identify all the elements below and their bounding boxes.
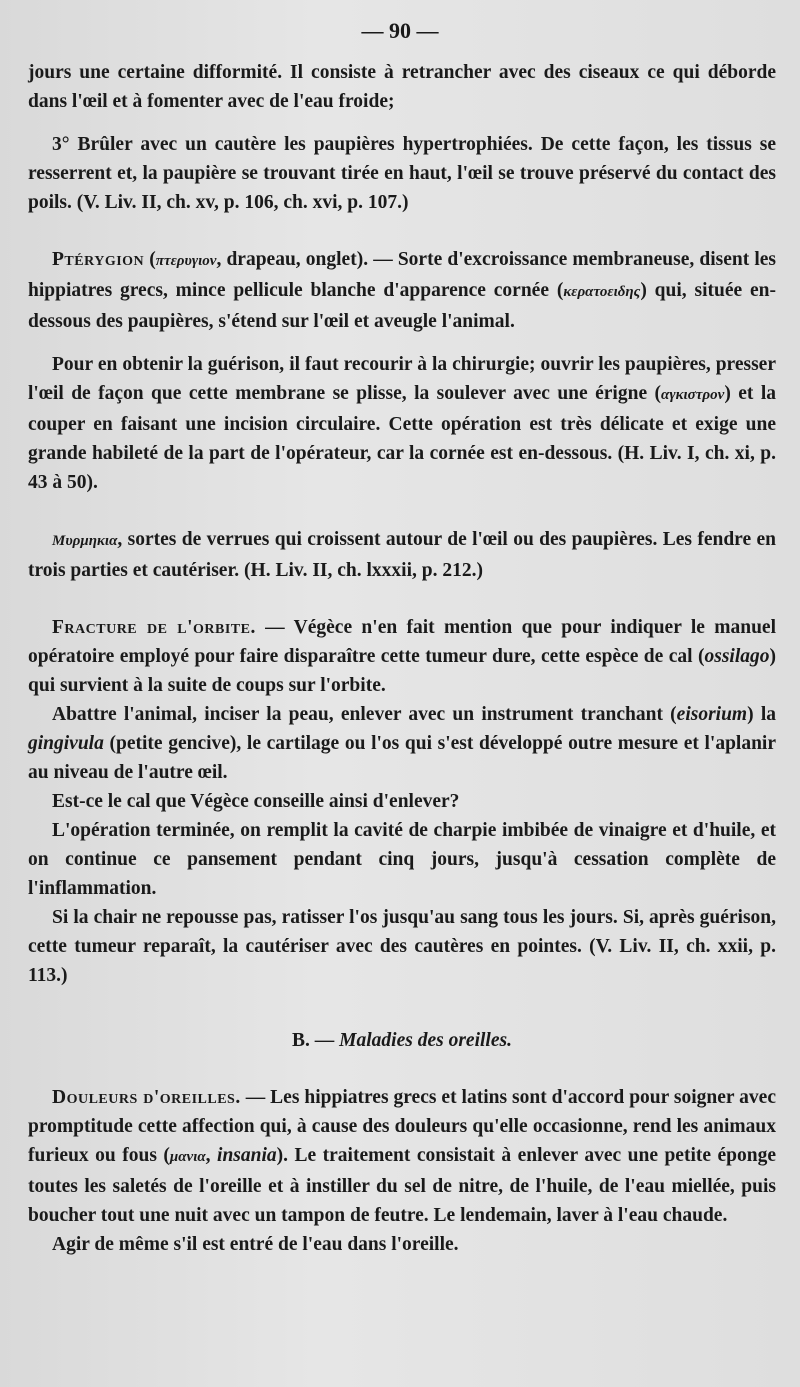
paragraph-dressing: L'opération terminée, on remplit la cavité de charpie imbibée de vinaigre et d'huile, et on continue ce pansement pendant cinq jours, jusqu'à cessation complète de l'inflammation. (28, 820, 776, 899)
paragraph-1: jours une certaine difformité. Il consiste à retrancher avec des ciseaux ce qui déborde dans l'œil et à fomenter avec de l'eau froide; (28, 62, 776, 112)
paragraph-ear-pain: Douleurs d'oreilles. — Les hippiatres grecs et latins sont d'accord pour soigner avec promptitude cette affection qui, à cause des douleurs qu'elle occasionne, rend les animaux furieux ou fous (μανια, insania). Le traitement consistait à enlever avec une petite éponge toutes les saletés de l'oreille et à instiller du sel de nitre, de l'huile, de l'eau miellée, puis boucher tout une nuit avec un tampon de feutre. Le lendemain, laver à l'eau chaude. (28, 1087, 777, 1226)
paragraph-operation: Abattre l'animal, inciser la peau, enlever avec un instrument tranchant (eisorium) la gingivula (petite gencive), le cartilage ou l'os qui s'est développé outre mesure et l'aplanir au niveau de l'autre œil. (28, 704, 776, 783)
section-heading: B. — Maladies des oreilles. (292, 1030, 512, 1051)
section-title: Maladies des oreilles. (339, 1030, 512, 1051)
paragraph-pterygion: Ptérygion (πτερυγιον, drapeau, onglet). — Sorte d'excroissance membraneuse, disent les hippiatres grecs, mince pellicule blanche d'apparence cornée (κερατοειδης) qui, située en-dessous des paupières, s'étend sur l'œil et aveugle l'animal. (28, 249, 777, 332)
greek-term: πτερυγιον (155, 253, 217, 269)
latin-term: ossilago (704, 646, 770, 667)
paragraph-treatment: Pour en obtenir la guérison, il faut recourir à la chirurgie; ouvrir les paupières, presser l'œil de façon que cette membrane se plisse, la soulever avec une érigne (αγκιστρον) et la couper en faisant une incision circulaire. Cette opération est très délicate et exige une grande habileté de la part de l'opérateur, car la cornée est en-dessous. (H. Liv. I, ch. xi, p. 43 à 50). (28, 354, 776, 493)
greek-term: κερατοειδης (563, 284, 641, 300)
paragraph-recurrence: Si la chair ne repousse pas, ratisser l'os jusqu'au sang tous les jours. Si, après guérison, cette tumeur reparaît, la cautériser avec des cautères en pointes. (V. Liv. II, ch. xxii, p. 113.) (28, 907, 776, 986)
greek-term: μανια (169, 1149, 206, 1165)
paragraph-water-in-ear: Agir de même s'il est entré de l'eau dans l'oreille. (52, 1234, 459, 1255)
entry-heading-fracture: Fracture de l'orbite. (52, 617, 256, 638)
page-body (28, 58, 776, 1259)
latin-term: eisorium (676, 704, 748, 725)
page-number: — 90 — (361, 18, 439, 43)
paragraph-question: Est-ce le cal que Végèce conseille ainsi d'enlever? (52, 791, 460, 812)
entry-heading-pterygion: Ptérygion (52, 249, 145, 270)
entry-heading-ear-pain: Douleurs d'oreilles. (52, 1087, 241, 1108)
greek-term: αγκιστρον (661, 387, 725, 403)
paragraph-myrmekia: Μυρμηκια, sortes de verrues qui croissent autour de l'œil ou des paupières. Les fendre en trois parties et cautériser. (H. Liv. II, ch. lxxxii, p. 212.) (28, 529, 776, 581)
paragraph-fracture: Fracture de l'orbite. — Végèce n'en fait mention que pour indiquer le manuel opératoire employé pour faire disparaître cette tumeur dure, cette espèce de cal (ossilago) qui survient à la suite de coups sur l'orbite. (28, 617, 776, 696)
latin-term: insania (217, 1145, 277, 1166)
latin-term: gingivula (28, 733, 104, 754)
greek-term: Μυρμηκια (52, 533, 118, 549)
paragraph-2: 3° Brûler avec un cautère les paupières hypertrophiées. De cette façon, les tissus se resserrent et, la paupière se trouvant tirée en haut, l'œil se trouve préservé du contact des poils. (V. Liv. II, ch. xv, p. 106, ch. xvi, p. 107.) (28, 134, 776, 213)
